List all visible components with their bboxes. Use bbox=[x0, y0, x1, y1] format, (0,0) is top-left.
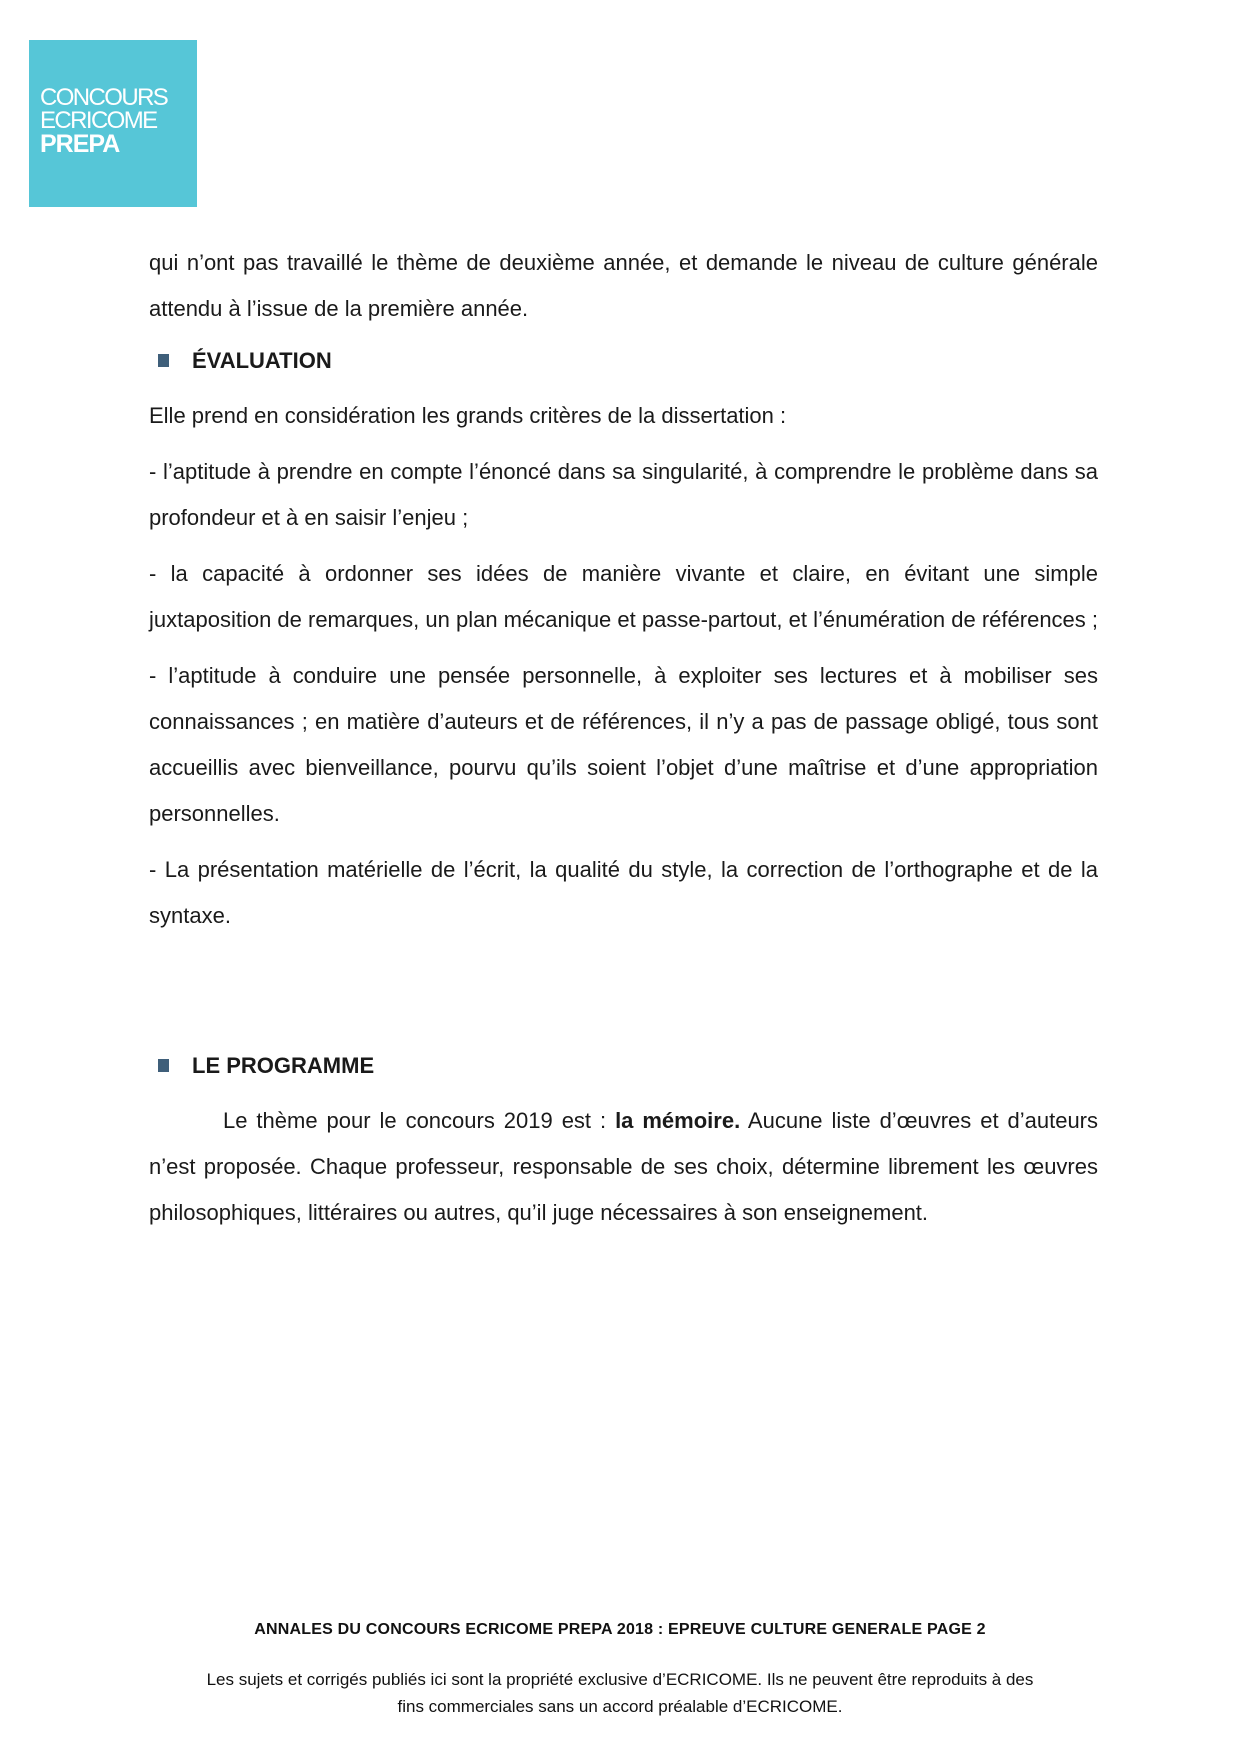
evaluation-heading-text: ÉVALUATION bbox=[192, 348, 332, 373]
evaluation-heading bbox=[158, 346, 332, 376]
programme-text-end: Aucune liste d’œuvres et d’auteurs n’est proposée. Chaque professeur, responsable de ses choix, détermine librement les œuvres philosophiques, littéraires ou autres, qu’il juge nécessaires à son enseignement. bbox=[149, 1108, 1099, 1225]
section-bullet-icon bbox=[158, 354, 169, 367]
programme-heading-text: LE PROGRAMME bbox=[192, 1053, 375, 1078]
programme-section bbox=[149, 1098, 1098, 1236]
programme-text-start: Le thème pour le concours 2019 est : bbox=[223, 1108, 616, 1133]
logo-line-prepa: PREPA bbox=[40, 130, 120, 158]
evaluation-lead: Elle prend en considération les grands critères de la dissertation : bbox=[149, 403, 787, 428]
programme-theme: la mémoire. bbox=[615, 1108, 741, 1133]
evaluation-item-3: - l’aptitude à conduire une pensée personnelle, à exploiter ses lectures et à mobiliser ses connaissances ; en matière d’auteurs et de références, il n’y a pas de passage obligé, tous sont accueillis avec bienveillance, pourvu qu’ils soient l’objet d’une maîtrise et d’une appropriation personnelles. bbox=[149, 663, 1098, 826]
footer-title: ANNALES DU CONCOURS ECRICOME PREPA 2018 : EPREUVE CULTURE GENERALE PAGE 2 bbox=[254, 1621, 986, 1638]
footer-note bbox=[150, 1666, 1090, 1720]
evaluation-item-2: - la capacité à ordonner ses idées de manière vivante et claire, en évitant une simple juxtaposition de remarques, un plan mécanique et passe-partout, et l’énumération de références ; bbox=[149, 561, 1099, 632]
logo-line-concours: CONCOURS bbox=[40, 84, 168, 111]
footer-note-line-1: Les sujets et corrigés publiés ici sont la propriété exclusive d’ECRICOME. Ils ne peuvent être reproduits à des bbox=[206, 1670, 1034, 1689]
evaluation-item-1: - l’aptitude à prendre en compte l’énoncé dans sa singularité, à comprendre le problème dans sa profondeur et à en saisir l’enjeu ; bbox=[149, 459, 1098, 530]
programme-paragraph bbox=[149, 1098, 1098, 1236]
intro-paragraph: qui n’ont pas travaillé le thème de deuxième année, et demande le niveau de culture générale attendu à l’issue de la première année. bbox=[149, 250, 1098, 321]
footer-note-line-2: fins commerciales sans un accord préalable d’ECRICOME. bbox=[397, 1697, 843, 1716]
programme-heading bbox=[158, 1051, 374, 1081]
ecricome-logo bbox=[29, 40, 197, 207]
section-bullet-icon bbox=[158, 1059, 169, 1072]
document-body bbox=[149, 240, 1098, 332]
logo-line-ecricome: ECRICOME bbox=[40, 107, 157, 134]
evaluation-item-4: - La présentation matérielle de l’écrit, la qualité du style, la correction de l’orthographe et de la syntaxe. bbox=[149, 857, 1098, 928]
evaluation-section bbox=[149, 393, 1098, 939]
